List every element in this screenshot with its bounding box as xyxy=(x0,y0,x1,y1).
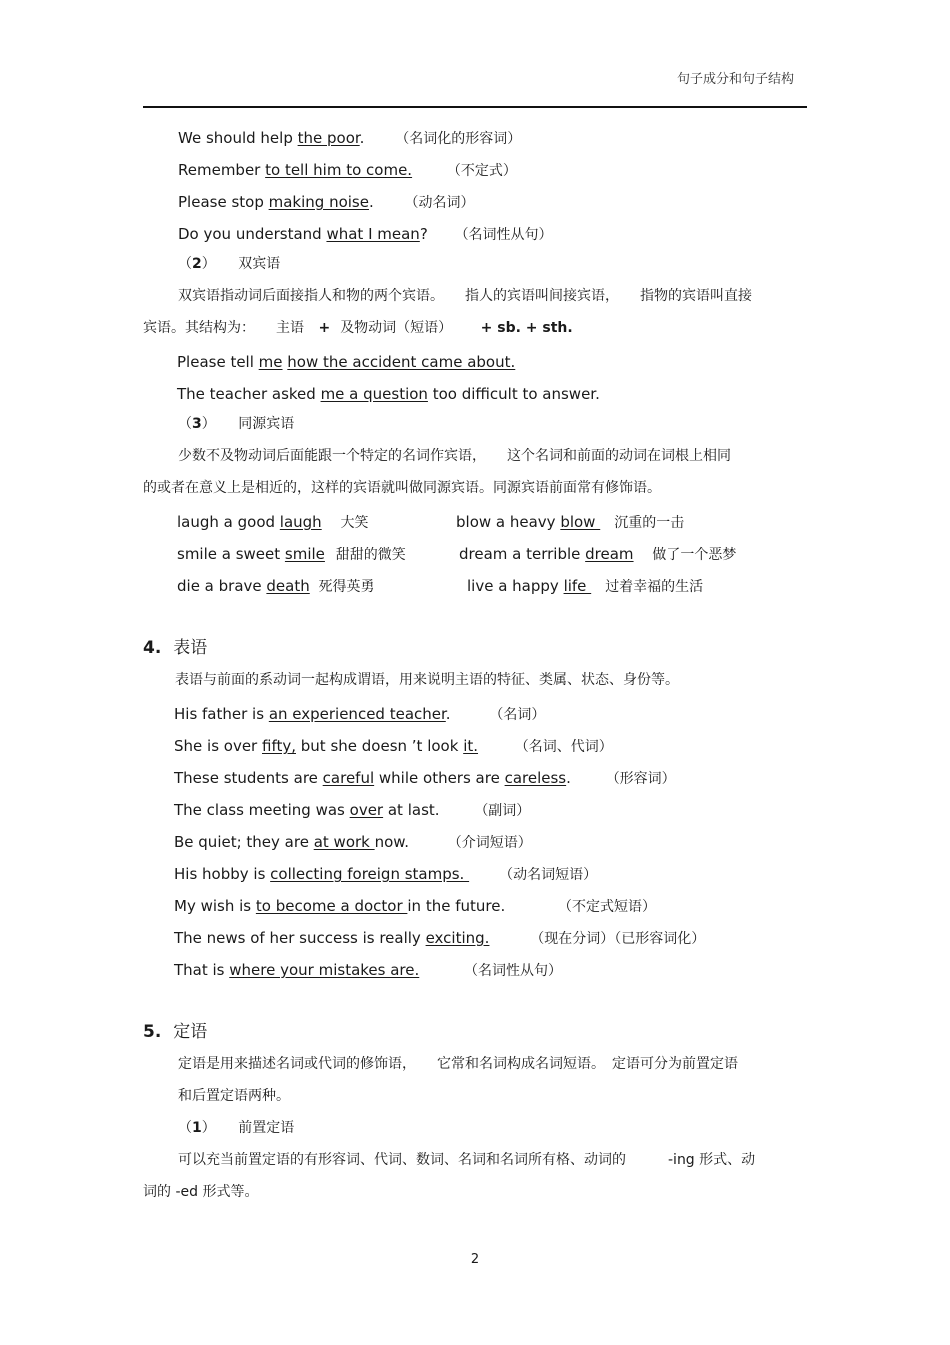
grammar-note: （不定式） xyxy=(446,163,517,179)
example-line: Please tell me how the accident came about. xyxy=(177,353,516,371)
section-title: 定语 xyxy=(173,1022,208,1042)
underlined-phrase: making noise xyxy=(268,193,369,211)
running-header: 句子成分和句子结构 xyxy=(676,72,794,87)
cognate-example: dream a terrible dream 做了一个恶梦 xyxy=(459,545,737,563)
example-line xyxy=(178,224,553,245)
example-line: These students are careful while others are careless. （形容词） xyxy=(174,769,676,787)
underlined-phrase: what I mean xyxy=(326,225,420,243)
underlined-phrase: exciting. xyxy=(425,929,490,947)
example-line xyxy=(178,128,521,149)
subsection-number: 1 xyxy=(192,1120,202,1136)
paragraph-line: 少数不及物动词后面能跟一个特定的名词作宾语， 这个名词和前面的动词在词根上相同 xyxy=(178,448,731,464)
underlined-word: life xyxy=(563,577,592,595)
paragraph-line: 双宾语指动词后面接指人和物的两个宾语。 指人的宾语叫间接宾语， 指物的宾语叫直接 xyxy=(178,288,752,304)
subsection-heading: （2） 双宾语 xyxy=(178,256,281,272)
section-number: 5. xyxy=(143,1022,162,1042)
underlined-phrase: how the accident came about. xyxy=(287,353,516,371)
underlined-phrase: fifty, xyxy=(262,737,296,755)
paragraph-line: 宾语。其结构为： 主语 + 及物动词（短语） + sb. + sth. xyxy=(143,320,573,336)
translation: 过着幸福的生活 xyxy=(605,579,704,595)
subsection-number: 2 xyxy=(192,256,202,272)
example-line: The teacher asked me a question too difficult to answer. xyxy=(177,385,600,403)
underlined-phrase: to become a doctor xyxy=(255,897,408,915)
underlined-word: dream xyxy=(585,545,634,563)
translation: 沉重的一击 xyxy=(614,515,685,531)
underlined-phrase: me a question xyxy=(320,385,428,403)
grammar-note: （介词短语） xyxy=(447,835,532,851)
paragraph-line: 表语与前面的系动词一起构成谓语，用来说明主语的特征、类属、状态、身份等。 xyxy=(175,672,679,688)
paragraph-line: 词的 -ed 形式等。 xyxy=(143,1184,259,1200)
subsection-heading: （1） 前置定语 xyxy=(178,1120,295,1136)
underlined-phrase: it. xyxy=(463,737,479,755)
example-text: . xyxy=(368,193,374,211)
subsection-title: 双宾语 xyxy=(238,256,281,272)
example-text: ? xyxy=(419,225,428,243)
grammar-note: （名词） xyxy=(489,707,546,723)
underlined-word: smile xyxy=(284,545,325,563)
grammar-note: （名词、代词） xyxy=(514,739,613,755)
example-line xyxy=(178,160,517,181)
example-line: The news of her success is really exciting. （现在分词）（已形容词化） xyxy=(174,929,706,947)
example-line xyxy=(178,192,475,213)
structure-formula: + sb. + sth. xyxy=(480,320,573,336)
grammar-note: （不定式短语） xyxy=(558,899,657,915)
header-rule xyxy=(143,106,807,108)
underlined-phrase: me xyxy=(258,353,283,371)
subsection-heading: （3） 同源宾语 xyxy=(178,416,295,432)
translation: 甜甜的微笑 xyxy=(335,547,406,563)
underlined-word: death xyxy=(266,577,310,595)
grammar-note: （形容词） xyxy=(605,771,676,787)
grammar-note: （现在分词）（已形容词化） xyxy=(530,931,706,947)
cognate-example: smile a sweet smile 甜甜的微笑 xyxy=(177,545,406,563)
subsection-title: 同源宾语 xyxy=(238,416,295,432)
translation: 做了一个恶梦 xyxy=(652,547,737,563)
grammar-note: （名词性从句） xyxy=(454,227,553,243)
plus-sign: + xyxy=(318,320,331,336)
grammar-note: （名词性从句） xyxy=(464,963,563,979)
page-number: 2 xyxy=(470,1252,480,1267)
translation: 死得英勇 xyxy=(318,579,375,595)
cognate-example: live a happy life 过着幸福的生活 xyxy=(467,577,704,595)
underlined-phrase: to tell him to come. xyxy=(265,161,413,179)
section-heading xyxy=(143,1022,207,1042)
section-title: 表语 xyxy=(173,638,208,658)
section-number: 4. xyxy=(143,638,162,658)
paragraph-line: 定语是用来描述名词或代词的修饰语， 它常和名词构成名词短语。 定语可分为前置定语 xyxy=(178,1056,738,1072)
example-line: The class meeting was over at last. （副词） xyxy=(174,801,531,819)
grammar-note: （名词化的形容词） xyxy=(395,131,522,147)
underlined-phrase: careful xyxy=(322,769,375,787)
example-line: That is where your mistakes are. （名词性从句） xyxy=(174,961,563,979)
grammar-note: （动名词） xyxy=(404,195,475,211)
cognate-example: blow a heavy blow 沉重的一击 xyxy=(456,513,685,531)
example-text: Please stop xyxy=(178,193,269,211)
underlined-phrase: at work xyxy=(313,833,375,851)
translation: 大笑 xyxy=(340,515,369,531)
example-line: His hobby is collecting foreign stamps. （动名词短语） xyxy=(174,865,598,883)
cognate-example: laugh a good laugh 大笑 xyxy=(177,513,369,531)
example-line: My wish is to become a doctor in the future. （不定式短语） xyxy=(174,897,657,915)
underlined-phrase: an experienced teacher xyxy=(268,705,446,723)
grammar-note: （副词） xyxy=(474,803,531,819)
example-line: His father is an experienced teacher. （名词） xyxy=(174,705,546,723)
cognate-example: die a brave death 死得英勇 xyxy=(177,577,375,595)
example-text: . xyxy=(359,129,365,147)
example-text: We should help xyxy=(178,129,298,147)
underlined-word: laugh xyxy=(279,513,322,531)
subsection-number: 3 xyxy=(192,416,202,432)
underlined-phrase: the poor xyxy=(297,129,360,147)
example-line: Be quiet; they are at work now. （介词短语） xyxy=(174,833,532,851)
example-line: She is over fifty, but she doesn ’t look it. （名词、代词） xyxy=(174,737,613,755)
section-heading xyxy=(143,638,207,658)
paragraph-line: 可以充当前置定语的有形容词、代词、数词、名词和名词所有格、动词的 -ing 形式、动 xyxy=(178,1152,756,1168)
grammar-note: （动名词短语） xyxy=(499,867,598,883)
underlined-word: blow xyxy=(560,513,601,531)
paragraph-line: 的或者在意义上是相近的，这样的宾语就叫做同源宾语。同源宾语前面常有修饰语。 xyxy=(143,480,661,496)
underlined-phrase: over xyxy=(349,801,384,819)
underlined-phrase: where your mistakes are. xyxy=(229,961,420,979)
underlined-phrase: careless xyxy=(504,769,567,787)
example-text: Do you understand xyxy=(178,225,327,243)
example-text: Remember xyxy=(178,161,266,179)
paragraph-line: 和后置定语两种。 xyxy=(178,1088,290,1104)
subsection-title: 前置定语 xyxy=(238,1120,295,1136)
underlined-phrase: collecting foreign stamps. xyxy=(270,865,470,883)
